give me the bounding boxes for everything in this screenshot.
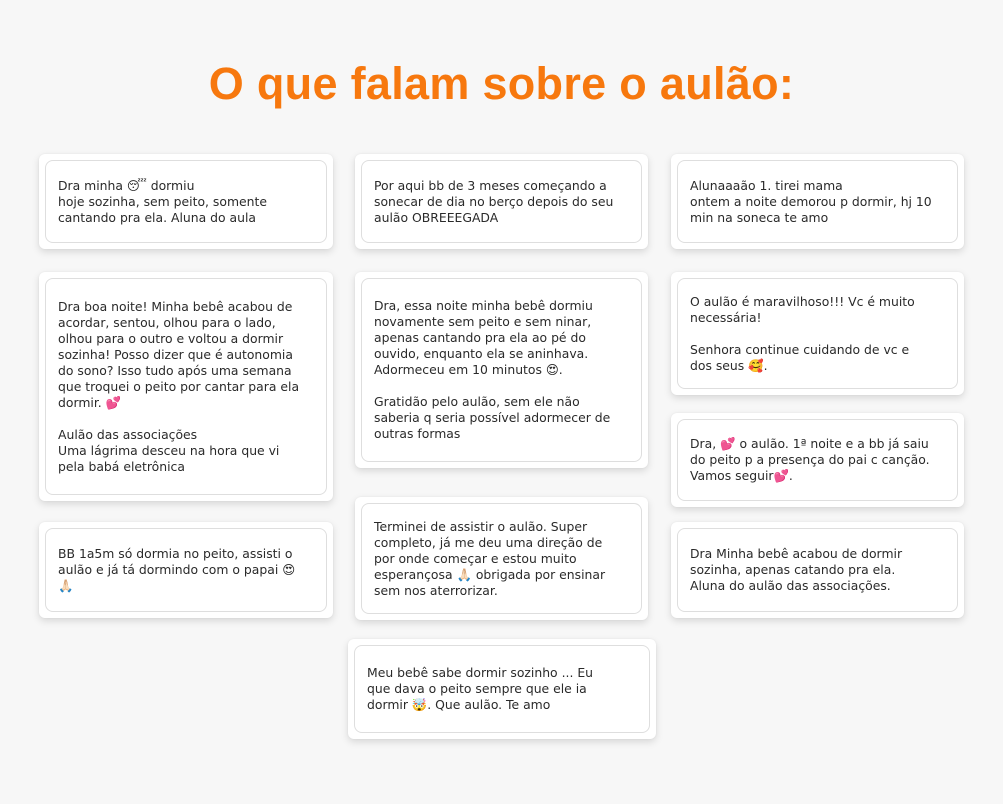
testimonial-text-line: O aulão é maravilhoso!!! Vc é muito [690,293,915,309]
testimonial-card [671,154,964,249]
testimonial-text-line: dormir 🤯. Que aulão. Te amo [367,697,551,712]
testimonial-body [45,160,327,243]
testimonial-text-line: Alunaaaão 1. tirei mama [690,177,843,193]
testimonial-body [677,160,958,243]
page-title: O que falam sobre o aulão: [208,58,795,109]
testimonial-text-line: aulão OBREEEGADA [374,209,499,225]
testimonial-text-line: Gratidão pelo aulão, sem ele não [374,394,580,409]
testimonial-text-line: cantando pra ela. Aluna do aula [58,209,256,225]
testimonial-text-line: saberia q seria possível adormecer de [374,410,611,425]
testimonial-paragraph [367,665,637,713]
testimonial-text-line: acordar, sentou, olhou para o lado, [58,314,276,330]
testimonial-text-line: Dra Minha bebê acabou de dormir [690,546,903,561]
testimonial-text-line: olhou para o outro e voltou a dormir [58,330,284,346]
testimonial-text-line: dos seus 🥰. [690,357,768,373]
testimonial-text-line: do peito p a presença do pai c canção. [690,452,930,467]
testimonial-text-line: pela babá eletrônica [58,458,185,474]
testimonial-paragraph [690,546,945,594]
testimonial-paragraph [58,299,314,411]
testimonial-text-line: Dra, essa noite minha bebê dormiu [374,298,593,313]
testimonial-text-line: min na soneca te amo [690,209,829,225]
testimonial-text-line: Aluna do aulão das associações. [690,578,891,593]
testimonial-paragraph [690,342,945,374]
testimonial-paragraph [690,436,945,484]
testimonial-text-line: necessária! [690,309,762,325]
testimonial-card [355,272,648,468]
testimonial-text-line: completo, já me deu uma direção de [374,534,603,550]
testimonial-paragraph [58,427,314,475]
testimonial-text-line: que troquei o peito por cantar para ela [58,378,300,394]
testimonial-text-line: BB 1a5m só dormia no peito, assisti o [58,546,293,561]
testimonial-card [671,522,964,618]
testimonial-body [677,278,958,389]
testimonial-text-line: Dra, 💕 o aulão. 1ª noite e a bb já saiu [690,436,929,451]
testimonial-text-line: sonecar de dia no berço depois do seu [374,193,614,209]
testimonial-text-line: Dra boa noite! Minha bebê acabou de [58,298,293,314]
testimonial-paragraph [374,519,629,599]
testimonial-text-line: que dava o peito sempre que ele ia [367,681,587,696]
testimonial-text-line: do sono? Isso tudo após uma semana [58,362,292,378]
testimonial-card [348,639,656,739]
testimonial-text-line: Adormeceu em 10 minutos 😍. [374,362,563,377]
testimonial-text-line: Aulão das associações [58,426,198,442]
testimonial-paragraph [58,178,314,226]
testimonial-text-line: 🙏🏻 [58,578,74,593]
testimonial-text-line: sozinha! Posso dizer que é autonomia [58,346,293,362]
testimonial-body [45,528,327,612]
testimonial-paragraph [690,178,945,226]
testimonial-text-line: Por aqui bb de 3 meses começando a [374,177,607,193]
testimonial-paragraph [58,546,314,594]
testimonial-text-line: Dra minha 😴 dormiu [58,177,195,193]
testimonial-text-line: dormir. 💕 [58,394,122,410]
testimonial-text-line: novamente sem peito e sem ninar, [374,314,592,329]
testimonial-text-line: apenas cantando pra ela ao pé do [374,330,586,345]
testimonial-paragraph [374,394,629,442]
testimonial-text-line: Uma lágrima desceu na hora que vi [58,442,280,458]
testimonial-card [355,154,648,249]
testimonial-text-line: ontem a noite demorou p dormir, hj 10 [690,193,932,209]
testimonial-text-line: Terminei de assistir o aulão. Super [374,518,588,534]
testimonial-text-line: Senhora continue cuidando de vc e [690,341,910,357]
testimonial-paragraph [374,298,629,378]
testimonial-card [39,154,333,249]
testimonial-card [355,497,648,620]
testimonial-body [361,160,642,243]
testimonial-text-line: esperançosa 🙏🏻 obrigada por ensinar [374,566,606,582]
testimonial-paragraph [374,178,629,226]
testimonial-body [677,419,958,501]
testimonial-text-line: aulão e já tá dormindo com o papai 😍 [58,562,296,577]
testimonial-text-line: outras formas [374,426,461,441]
testimonial-text-line: sozinha, apenas catando pra ela. [690,562,896,577]
testimonial-text-line: ouvido, enquanto ela se aninhava. [374,346,589,361]
testimonial-body [677,528,958,612]
testimonial-body [361,503,642,614]
testimonial-text-line: Meu bebê sabe dormir sozinho ... Eu [367,665,594,680]
testimonial-card [671,413,964,507]
testimonial-text-line: por onde começar e estou muito [374,550,577,566]
testimonial-paragraph [690,294,945,326]
testimonial-body [361,278,642,462]
testimonial-text-line: Vamos seguir💕. [690,468,793,483]
testimonial-card [671,272,964,395]
testimonial-text-line: sem nos aterrorizar. [374,582,498,598]
testimonial-card [39,272,333,501]
testimonial-card [39,522,333,618]
testimonial-body [45,278,327,495]
testimonial-text-line: hoje sozinha, sem peito, somente [58,193,267,209]
testimonial-body [354,645,650,733]
